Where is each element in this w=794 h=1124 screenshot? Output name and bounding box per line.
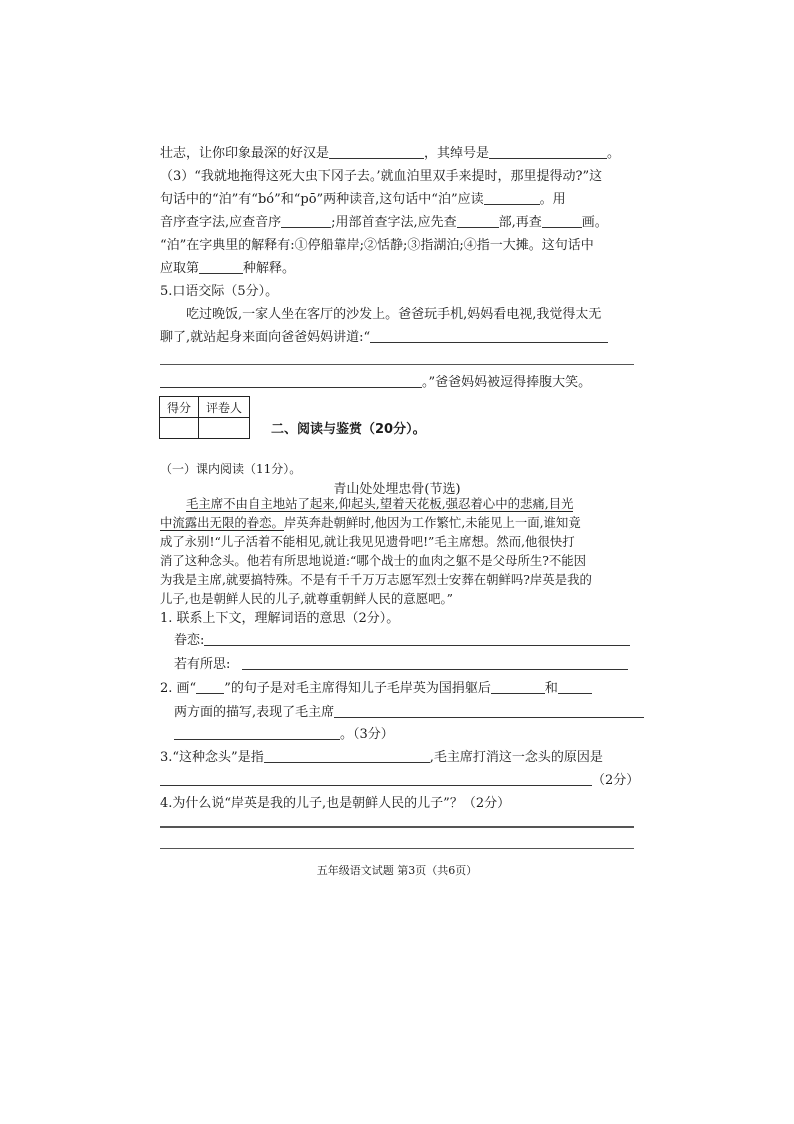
q4-3-line-1: （3）“我就地拖得这死大虫下冈子去。’就血泊里双手来提时，那里提得动?”这 <box>160 169 603 184</box>
blank-quality-1[interactable] <box>334 704 644 718</box>
blank-speech-3[interactable] <box>160 374 422 388</box>
text: 岸英奔赴朝鲜时,他因为工作繁忙,未能见上一面,谁知竟 <box>283 515 581 530</box>
blank-hero-name[interactable] <box>329 145 424 159</box>
answer-line-q4-1[interactable] <box>160 826 634 828</box>
page-footer: 五年级语文试题 第3页（共6页） <box>316 864 478 877</box>
section-title: 二、阅读与鉴赏（20分）。 <box>271 422 426 437</box>
text: 。用 <box>539 192 566 207</box>
text: 。 <box>607 146 621 161</box>
reading-question-2-line-2 <box>174 704 644 722</box>
question-5-title: 5.口语交际（5分）。 <box>160 284 279 299</box>
passage-line-1 <box>186 495 573 513</box>
text: 。（3分） <box>340 727 394 742</box>
text: ，其绰号是 <box>424 146 490 161</box>
text: 两方面的描写,表现了毛主席 <box>174 705 335 720</box>
text: 3.“这种念头”是指 <box>160 750 264 765</box>
answer-line-speech-2[interactable] <box>160 364 634 365</box>
passage-line-3: 成了永别!“儿子活着不能相见,就让我见见遗骨吧!”毛主席想。然而,他很快打 <box>160 534 575 549</box>
score-box <box>159 396 250 439</box>
reading-question-3-line-2 <box>160 772 639 790</box>
q4-line-1 <box>160 145 620 163</box>
reading-question-3-line-1 <box>160 749 603 767</box>
blank-juanlian[interactable] <box>204 632 630 646</box>
passage-line-2 <box>160 514 581 532</box>
q4-3-line-3 <box>160 214 608 232</box>
q5-paragraph-line-2 <box>160 329 608 347</box>
reading-question-4: 4.为什么说“岸英是我的儿子,也是朝鲜人民的儿子”？（2分） <box>160 796 511 811</box>
reading-intro: （一）课内阅读（11分）。 <box>160 462 302 476</box>
text: 2. 画“ <box>160 681 197 696</box>
text: 眷恋: <box>174 633 205 648</box>
text: （2分） <box>592 773 640 788</box>
grader-cell[interactable] <box>199 418 250 439</box>
underline-sample <box>196 680 224 694</box>
text: ,毛主席打消这一念头的原因是 <box>429 750 603 765</box>
text: 和 <box>544 681 558 696</box>
text: 画。 <box>581 215 608 230</box>
q4-3-line-5 <box>160 260 295 278</box>
q5-paragraph-line-1: 吃过晚饭,一家人坐在客厅的沙发上。爸爸玩手机,妈妈看电视,我觉得太无 <box>186 307 602 322</box>
reading-question-1: 1. 联系上下文，理解词语的意思（2分）。 <box>160 611 400 626</box>
text: ;用部首查字法,应先查 <box>331 215 457 230</box>
text: 部,再查 <box>498 215 542 230</box>
score-label: 得分 <box>160 397 199 418</box>
passage-line-5: 为我是主席,就要搞特殊。不是有千千万万志愿军烈士安葬在朝鲜吗?岸英是我的 <box>160 572 592 587</box>
blank-quality-2[interactable] <box>174 726 340 740</box>
q4-3-line-2 <box>160 191 566 209</box>
underlined-sentence: 中流露出无限的眷恋。 <box>160 515 284 530</box>
q5-paragraph-line-3 <box>160 374 591 392</box>
blank-meaning[interactable] <box>199 260 243 274</box>
q1-word-2 <box>174 656 628 674</box>
text: 若有所思: <box>174 657 231 672</box>
text: ”的句子是对毛主席得知儿子毛岸英为国捐躯后 <box>224 681 491 696</box>
passage-title: 青山处处埋忠骨(节选) <box>333 482 461 497</box>
blank-thought[interactable] <box>264 749 430 763</box>
grader-label: 评卷人 <box>199 397 250 418</box>
blank-radical[interactable] <box>457 214 499 228</box>
answer-line-q4-2[interactable] <box>160 848 634 849</box>
underlined-sentence: 毛主席不由自主地站了起来,仰起头,望着天花板,强忍着心中的悲痛,目光 <box>186 496 574 511</box>
text: 音序查字法,应查音序 <box>160 215 282 230</box>
text: 应取第 <box>160 261 200 276</box>
blank-letter[interactable] <box>281 214 331 228</box>
blank-speech-1[interactable] <box>370 329 608 343</box>
blank-nickname[interactable] <box>489 145 607 159</box>
q4-3-line-4: “泊”在字典里的解释有:①停船靠岸;②恬静;③指湖泊;④指一大摊。这句话中 <box>160 238 594 253</box>
text: 种解释。 <box>243 261 296 276</box>
passage-line-4: 消了这种念头。他若有所思地说道:“哪个战士的血肉之躯不是父母所生?不能因 <box>160 553 587 568</box>
text: 聊了,就站起身来面向爸爸妈妈讲道:“ <box>160 330 371 345</box>
text: 壮志，让你印象最深的好汉是 <box>160 146 330 161</box>
blank-reading[interactable] <box>484 191 540 205</box>
q1-word-1 <box>174 632 630 650</box>
score-cell[interactable] <box>160 418 199 439</box>
reading-question-2-line-3 <box>174 726 394 744</box>
blank-reason[interactable] <box>160 772 592 786</box>
reading-question-2-line-1 <box>160 680 592 698</box>
text: 。”爸爸妈妈被逗得捧腹大笑。 <box>422 375 592 390</box>
blank-ruoyousuosi[interactable] <box>242 656 628 670</box>
blank-strokes[interactable] <box>542 214 582 228</box>
blank-aspect-2[interactable] <box>558 680 592 694</box>
text: 句话中的“泊”有“bó”和“pō”两种读音,这句话中“泊”应读 <box>160 192 484 207</box>
passage-line-6: 儿子,也是朝鲜人民的儿子,就尊重朝鲜人民的意愿吧。” <box>160 591 453 606</box>
blank-aspect-1[interactable] <box>491 680 545 694</box>
